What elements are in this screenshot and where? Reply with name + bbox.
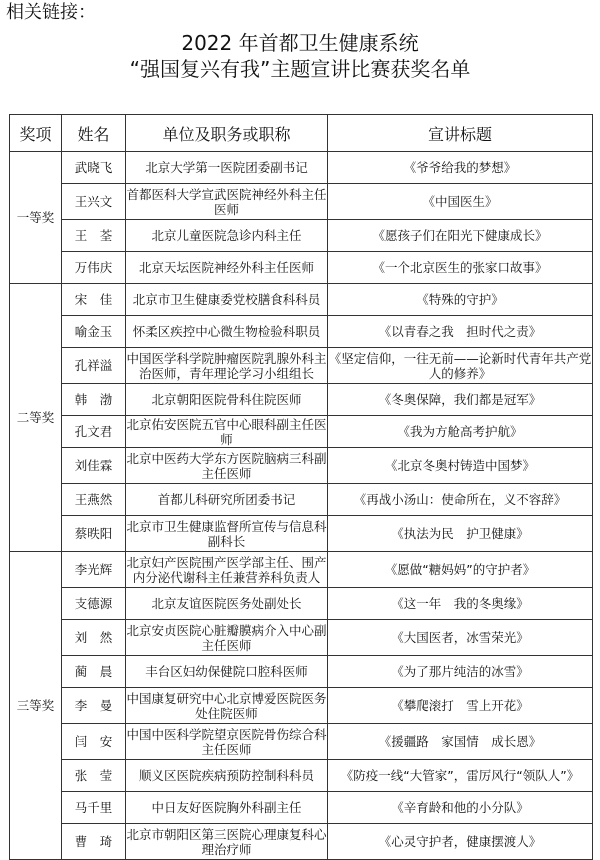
speech-title: 《攀爬滚打 雪上开花》 xyxy=(328,688,593,724)
speech-title: 《心灵守护者，健康摆渡人》 xyxy=(328,824,593,860)
winner-unit: 北京天坛医院神经外科主任医师 xyxy=(126,252,328,284)
speech-title: 《我为方舱高考护航》 xyxy=(328,416,593,448)
speech-title: 《北京冬奥村铸造中国梦》 xyxy=(328,448,593,484)
speech-title: 《这一年 我的冬奥缘》 xyxy=(328,588,593,620)
winner-name: 宋 佳 xyxy=(62,284,126,316)
speech-title: 《防疫一线“大管家”，雷厉风行“领队人”》 xyxy=(328,760,593,792)
winner-unit: 首都医科大学宣武医院神经外科主任医师 xyxy=(126,184,328,220)
header-title: 宣讲标题 xyxy=(328,115,593,152)
page-title-line2: “强国复兴有我”主题宣讲比赛获奖名单 xyxy=(129,57,471,81)
winner-unit: 北京市卫生健康监督所宣传与信息科副科长 xyxy=(126,516,328,552)
winner-unit: 顺义区医院疾病预防控制科科员 xyxy=(126,760,328,792)
table-row xyxy=(10,724,593,760)
table-row xyxy=(10,416,593,448)
winner-unit: 首都儿科研究所团委书记 xyxy=(126,484,328,516)
speech-title: 《冬奥保障，我们都是冠军》 xyxy=(328,384,593,416)
winner-name: 张 莹 xyxy=(62,760,126,792)
speech-title: 《愿孩子们在阳光下健康成长》 xyxy=(328,220,593,252)
speech-title: 《一个北京医生的张家口故事》 xyxy=(328,252,593,284)
table-row xyxy=(10,824,593,860)
speech-title: 《坚定信仰，一往无前——论新时代青年共产党人的修养》 xyxy=(328,348,593,384)
table-row xyxy=(10,384,593,416)
winner-name: 李光辉 xyxy=(62,552,126,588)
winner-unit: 北京市朝阳区第三医院心理康复科心理治疗师 xyxy=(126,824,328,860)
table-row xyxy=(10,516,593,552)
winner-unit: 北京佑安医院五官中心眼科副主任医师 xyxy=(126,416,327,447)
table-row xyxy=(10,620,593,656)
speech-title: 《大国医者，冰雪荣光》 xyxy=(328,620,593,656)
table-row xyxy=(10,588,593,620)
table-row xyxy=(10,184,593,220)
speech-title: 《为了那片纯洁的冰雪》 xyxy=(328,656,593,688)
speech-title: 《执法为民 护卫健康》 xyxy=(328,516,593,552)
speech-title: 《愿做“糖妈妈”的守护者》 xyxy=(328,552,593,588)
winner-unit: 中日友好医院胸外科副主任 xyxy=(126,792,328,824)
winner-unit: 北京妇产医院围产医学部主任、围产内分泌代谢科主任兼营养科负责人 xyxy=(126,552,328,588)
winner-name: 刘佳霖 xyxy=(62,448,126,484)
winner-unit: 北京市卫生健康委党校膳食科科员 xyxy=(126,284,328,316)
winner-name: 支德源 xyxy=(62,588,126,620)
table-row xyxy=(10,656,593,688)
speech-title: 《中国医生》 xyxy=(328,184,593,220)
table-row xyxy=(10,220,593,252)
winner-name: 蔡昳阳 xyxy=(62,516,126,552)
winner-name: 孔文君 xyxy=(62,416,126,448)
table-row xyxy=(10,792,593,824)
header-award: 奖项 xyxy=(10,115,62,152)
winner-name: 王兴文 xyxy=(62,184,126,220)
winner-name: 喻金玉 xyxy=(62,316,126,348)
winner-name: 刘 然 xyxy=(62,620,126,656)
speech-title: 《辛育龄和他的小分队》 xyxy=(328,792,593,824)
winner-name: 韩 渤 xyxy=(62,384,126,416)
table-row xyxy=(10,252,593,284)
table-row xyxy=(10,284,593,316)
speech-title: 《再战小汤山：使命所在，义不容辞》 xyxy=(328,484,593,516)
winner-unit: 怀柔区疾控中心微生物检验科职员 xyxy=(126,316,328,348)
winner-unit: 丰台区妇幼保健院口腔科医师 xyxy=(126,656,328,688)
award-second: 二等奖 xyxy=(10,284,62,552)
table-row xyxy=(10,448,593,484)
winner-unit: 中国中医科学院望京医院骨伤综合科主任医师 xyxy=(126,724,328,760)
speech-title: 《以青春之我 担时代之责》 xyxy=(328,316,593,348)
winner-unit: 北京朝阳医院骨科住院医师 xyxy=(126,384,328,416)
header-unit: 单位及职务或职称 xyxy=(126,115,328,152)
winner-name: 蔺 晨 xyxy=(62,656,126,688)
award-first: 一等奖 xyxy=(10,152,62,284)
winner-name: 万伟庆 xyxy=(62,252,126,284)
winner-unit: 北京大学第一医院团委副书记 xyxy=(126,152,328,184)
winner-unit: 北京中医药大学东方医院脑病三科副主任医师 xyxy=(126,448,328,484)
speech-title: 《特殊的守护》 xyxy=(328,284,593,316)
winner-name: 闫 安 xyxy=(62,724,126,760)
winner-name: 曹 琦 xyxy=(62,824,126,860)
table-header-row xyxy=(10,115,593,152)
winner-unit: 北京友谊医院医务处副处长 xyxy=(126,588,328,620)
speech-title: 《爷爷给我的梦想》 xyxy=(328,152,593,184)
winner-unit: 中国医学科学院肿瘤医院乳腺外科主治医师，青年理论学习小组组长 xyxy=(126,348,328,384)
winner-name: 孔祥溢 xyxy=(62,348,126,384)
related-links-label: 相关链接： xyxy=(6,2,96,23)
award-third: 三等奖 xyxy=(10,552,62,860)
page-title-line1: 2022 年首都卫生健康系统 xyxy=(181,31,419,55)
winner-unit: 中国康复研究中心北京博爱医院医务处住院医师 xyxy=(126,688,328,724)
table-row xyxy=(10,348,593,384)
table-row xyxy=(10,484,593,516)
winner-name: 李 曼 xyxy=(62,688,126,724)
table-row xyxy=(10,760,593,792)
header-name: 姓名 xyxy=(62,115,126,152)
table-row xyxy=(10,688,593,724)
winner-name: 王 荃 xyxy=(62,220,126,252)
table-row xyxy=(10,316,593,348)
speech-title: 《援疆路 家国情 成长恩》 xyxy=(328,724,593,760)
table-row xyxy=(10,552,593,588)
winner-unit: 北京儿童医院急诊内科主任 xyxy=(126,220,328,252)
winner-unit: 北京安贞医院心脏瓣膜病介入中心副主任医师 xyxy=(126,620,328,656)
winner-name: 王燕然 xyxy=(62,484,126,516)
table-row xyxy=(10,152,593,184)
winner-name: 武晓飞 xyxy=(62,152,126,184)
awards-table xyxy=(9,114,593,860)
winner-name: 马千里 xyxy=(62,792,126,824)
